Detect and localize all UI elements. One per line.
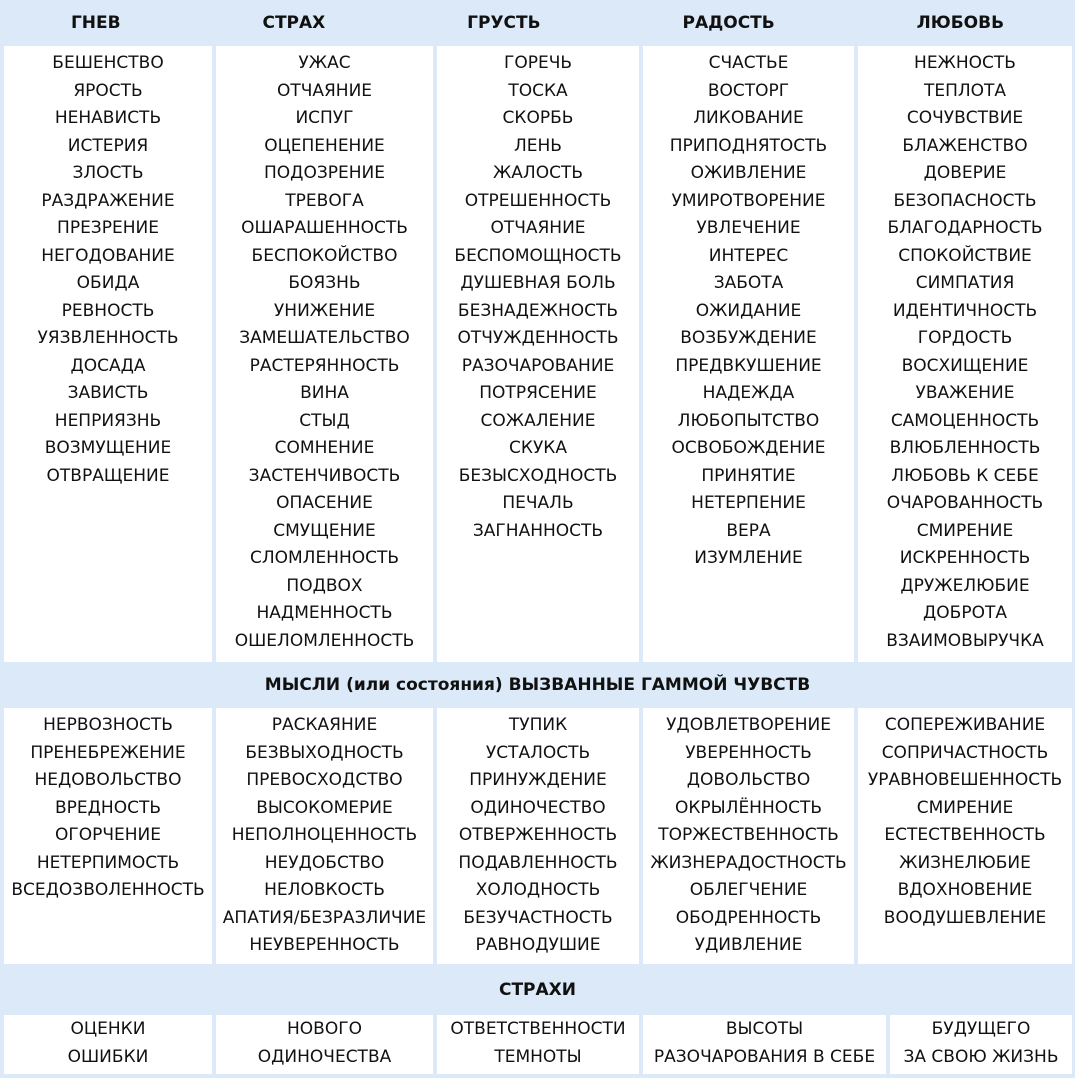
emotion-item: СКУКА — [509, 438, 567, 458]
emotion-item: СМИРЕНИЕ — [916, 520, 1014, 541]
emotion-item: ВОСХИЩЕНИЕ — [901, 355, 1029, 376]
fears-column-4 — [643, 1015, 886, 1074]
emotion-item: ПОТРЯСЕНИЕ — [479, 383, 597, 403]
emotion-item: БЕЗОПАСНОСТЬ — [893, 190, 1037, 211]
emotion-item: СТЫД — [299, 410, 350, 431]
emotion-item: ЛЮБОВЬ К СЕБЕ — [891, 465, 1039, 486]
emotion-item: ТЕПЛОТА — [923, 80, 1007, 101]
emotion-item: ЗАГНАННОСТЬ — [472, 520, 604, 541]
fears-column-5 — [890, 1015, 1072, 1074]
emotion-item: БОЯЗНЬ — [288, 273, 361, 293]
emotion-item: ДУШЕВНАЯ БОЛЬ — [460, 273, 616, 293]
emotion-item: ОШАРАШЕННОСТЬ — [241, 218, 408, 238]
thought-item: АПАТИЯ/БЕЗРАЗЛИЧИЕ — [222, 907, 427, 928]
thought-item: БЕЗУЧАСТНОСТЬ — [463, 907, 613, 928]
emotion-item: ВЛЮБЛЕННОСТЬ — [889, 438, 1041, 458]
emotion-item: ИДЕНТИЧНОСТЬ — [892, 300, 1038, 321]
thought-item: ВЫСОКОМЕРИЕ — [256, 797, 393, 818]
thought-item: ПРЕВОСХОДСТВО — [246, 770, 403, 790]
emotion-item: БЕЗЫСХОДНОСТЬ — [458, 465, 618, 486]
thought-item: ЕСТЕСТВЕННОСТЬ — [884, 825, 1046, 845]
thought-item: ОБЛЕГЧЕНИЕ — [689, 880, 808, 900]
emotion-item: ГОРЕЧЬ — [503, 53, 573, 73]
emotion-item: СОМНЕНИЕ — [274, 438, 375, 458]
emotion-item: ОТЧАЯНИЕ — [490, 218, 586, 238]
emotion-item: ОЖИВЛЕНИЕ — [690, 163, 807, 183]
emotion-item: ЯРОСТЬ — [73, 80, 143, 101]
emotion-item: ТОСКА — [508, 80, 568, 101]
thought-item: ТУПИК — [508, 715, 568, 735]
thoughts-column-joy — [643, 708, 854, 964]
thought-item: ОГОРЧЕНИЕ — [54, 825, 162, 845]
thought-item: ВРЕДНОСТЬ — [54, 797, 162, 818]
emotion-item: ЛИКОВАНИЕ — [693, 108, 804, 128]
emotion-item: НАДЕЖДА — [702, 383, 795, 403]
thought-item: ЖИЗНЕЛЮБИЕ — [899, 852, 1031, 873]
emotion-item: ОТРЕШЕННОСТЬ — [464, 190, 612, 211]
fears-column-3 — [437, 1015, 639, 1074]
emotion-item: ОБИДА — [76, 273, 140, 293]
emotion-item: ЗАСТЕНЧИВОСТЬ — [248, 465, 401, 486]
emotion-item: ПЕЧАЛЬ — [502, 493, 574, 513]
thought-item: ОКРЫЛЁННОСТЬ — [674, 797, 823, 818]
emotion-item: СОЧУВСТВИЕ — [906, 108, 1024, 128]
fear-item: ОШИБКИ — [67, 1046, 149, 1067]
emotion-item: БЕЗНАДЕЖНОСТЬ — [457, 300, 619, 321]
thoughts-section-header — [0, 662, 1075, 708]
emotion-item: УМИРОТВОРЕНИЕ — [671, 190, 826, 211]
emotion-item: ОШЕЛОМЛЕННОСТЬ — [234, 630, 415, 651]
thoughts-column-fear — [216, 708, 433, 964]
emotion-item: УЯЗВЛЕННОСТЬ — [37, 328, 179, 348]
emotion-item: ЗАМЕШАТЕЛЬСТВО — [239, 328, 410, 348]
emotion-item: НЕПРИЯЗНЬ — [54, 410, 162, 431]
emotion-item: НАДМЕННОСТЬ — [256, 603, 393, 623]
thought-item: НЕПОЛНОЦЕННОСТЬ — [231, 825, 418, 845]
thought-item: УСТАЛОСТЬ — [485, 742, 591, 763]
emotion-item: ОТЧАЯНИЕ — [276, 80, 373, 101]
emotion-item: ВЕРА — [726, 520, 771, 541]
emotion-item: ОТЧУЖДЕННОСТЬ — [457, 328, 619, 348]
column-love — [858, 46, 1072, 662]
thought-item: РАСКАЯНИЕ — [271, 715, 378, 735]
thought-item: СОПРИЧАСТНОСТЬ — [881, 742, 1049, 763]
emotion-item: СЛОМЛЕННОСТЬ — [249, 548, 400, 568]
emotion-item: ЛЮБОПЫТСТВО — [677, 410, 820, 431]
emotion-item: ДРУЖЕЛЮБИЕ — [900, 575, 1030, 596]
emotion-item: ПРИПОДНЯТОСТЬ — [669, 135, 828, 156]
header-sadness: ГРУСТЬ — [467, 13, 541, 33]
thought-item: ВСЕДОЗВОЛЕННОСТЬ — [11, 880, 205, 900]
emotion-item: НЕНАВИСТЬ — [54, 108, 162, 128]
fear-item: ВЫСОТЫ — [725, 1019, 804, 1039]
emotion-item: ВОСТОРГ — [707, 80, 790, 101]
column-fear — [216, 46, 433, 662]
thought-item: ОДИНОЧЕСТВО — [470, 797, 606, 818]
emotion-item: ПРЕДВКУШЕНИЕ — [675, 355, 822, 376]
fear-item: ОДИНОЧЕСТВА — [257, 1046, 392, 1067]
emotion-item: БЛАГОДАРНОСТЬ — [887, 218, 1043, 238]
emotion-item: БЛАЖЕНСТВО — [902, 135, 1028, 156]
emotion-item: РАЗДРАЖЕНИЕ — [41, 190, 175, 211]
fear-item: НОВОГО — [287, 1019, 362, 1039]
emotion-item: СКОРБЬ — [502, 108, 574, 128]
emotion-item: ОСВОБОЖДЕНИЕ — [671, 438, 826, 458]
emotion-item: ЗАВИСТЬ — [67, 383, 149, 403]
thoughts-section-title: МЫСЛИ (или состояния) ВЫЗВАННЫЕ ГАММОЙ ЧУВСТВ — [264, 675, 811, 695]
emotion-item: ОЦЕПЕНЕНИЕ — [264, 135, 385, 156]
thought-item: ХОЛОДНОСТЬ — [475, 880, 601, 900]
emotion-item: НЕЖНОСТЬ — [914, 53, 1016, 73]
header-fear: СТРАХ — [262, 13, 326, 33]
emotion-columns — [4, 46, 1072, 662]
fear-item: ЗА СВОЮ ЖИЗНЬ — [903, 1046, 1059, 1067]
emotion-item: БЕСПОКОЙСТВО — [251, 245, 398, 266]
fear-columns — [4, 1015, 1072, 1074]
emotion-item: ОПАСЕНИЕ — [276, 493, 373, 513]
emotion-item: ВОЗБУЖДЕНИЕ — [680, 328, 817, 348]
fear-item: ОТВЕТСТВЕННОСТИ — [450, 1019, 626, 1039]
thought-item: НЕРВОЗНОСТЬ — [43, 715, 173, 735]
fears-section-header — [0, 964, 1075, 1015]
emotion-item: НЕТЕРПЕНИЕ — [691, 493, 806, 513]
emotion-item: СИМПАТИЯ — [915, 273, 1015, 293]
emotion-item: ВЗАИМОВЫРУЧКА — [886, 630, 1044, 651]
thought-item: РАВНОДУШИЕ — [475, 935, 601, 955]
thought-item: БЕЗВЫХОДНОСТЬ — [245, 742, 404, 763]
thought-item: СМИРЕНИЕ — [916, 797, 1014, 818]
emotion-item: ЛЕНЬ — [514, 135, 562, 156]
emotion-item: ИСКРЕННОСТЬ — [899, 548, 1031, 568]
thought-item: ПРЕНЕБРЕЖЕНИЕ — [30, 742, 186, 763]
thought-item: НЕУДОБСТВО — [264, 852, 385, 873]
emotion-item: НЕГОДОВАНИЕ — [41, 245, 175, 266]
emotion-item: ВИНА — [300, 383, 349, 403]
emotion-item: ДОБРОТА — [923, 603, 1007, 623]
header-anger: ГНЕВ — [70, 13, 121, 33]
thought-columns — [4, 708, 1072, 964]
column-sadness — [437, 46, 639, 662]
thoughts-column-sadness — [437, 708, 639, 964]
emotion-item: СПОКОЙСТВИЕ — [898, 245, 1032, 266]
thought-item: НЕУВЕРЕННОСТЬ — [249, 935, 400, 955]
emotion-item: ПОДОЗРЕНИЕ — [264, 163, 385, 183]
thought-item: ОТВЕРЖЕННОСТЬ — [458, 825, 618, 845]
fear-item: БУДУЩЕГО — [931, 1019, 1031, 1039]
emotion-item: СОЖАЛЕНИЕ — [480, 410, 596, 431]
emotion-item: ОТВРАЩЕНИЕ — [46, 465, 170, 486]
emotion-item: ГОРДОСТЬ — [917, 328, 1013, 348]
emotion-item: ДОВЕРИЕ — [923, 163, 1007, 183]
fear-item: ОЦЕНКИ — [70, 1019, 146, 1039]
emotion-item: САМОЦЕННОСТЬ — [890, 410, 1040, 431]
thoughts-column-anger — [4, 708, 212, 964]
column-joy — [643, 46, 854, 662]
emotion-item: ИСПУГ — [295, 108, 354, 128]
thought-item: УДОВЛЕТВОРЕНИЕ — [666, 715, 831, 735]
fears-section-title: СТРАХИ — [498, 979, 577, 1000]
fears-column-1 — [4, 1015, 212, 1074]
header-joy: РАДОСТЬ — [682, 13, 775, 33]
thought-item: НЕТЕРПИМОСТЬ — [36, 852, 180, 873]
thought-item: НЕЛОВКОСТЬ — [264, 880, 385, 900]
emotion-item: РАЗОЧАРОВАНИЕ — [461, 355, 615, 376]
fear-item: РАЗОЧАРОВАНИЯ В СЕБЕ — [653, 1046, 876, 1067]
emotion-item: ОЧАРОВАННОСТЬ — [886, 493, 1044, 513]
emotion-item: ИЗУМЛЕНИЕ — [694, 548, 803, 568]
emotion-item: ВОЗМУЩЕНИЕ — [44, 438, 172, 458]
emotion-item: ПРИНЯТИЕ — [701, 465, 796, 486]
thought-item: ВООДУШЕВЛЕНИЕ — [883, 907, 1047, 928]
emotion-item: УНИЖЕНИЕ — [273, 300, 376, 321]
emotion-item: ПОДВОХ — [286, 575, 363, 596]
emotion-item: БЕШЕНСТВО — [52, 53, 164, 73]
emotion-item: ДОСАДА — [70, 355, 146, 376]
emotion-item: СЧАСТЬЕ — [708, 53, 789, 73]
thought-item: НЕДОВОЛЬСТВО — [34, 770, 182, 790]
thought-item: УДИВЛЕНИЕ — [694, 935, 803, 955]
thought-item: УВЕРЕННОСТЬ — [685, 742, 812, 763]
emotion-item: ОЖИДАНИЕ — [695, 300, 802, 321]
header-love: ЛЮБОВЬ — [916, 13, 1005, 33]
thought-item: ЖИЗНЕРАДОСТНОСТЬ — [650, 852, 847, 873]
thought-item: ТОРЖЕСТВЕННОСТЬ — [658, 825, 839, 845]
emotion-item: БЕСПОМОЩНОСТЬ — [454, 245, 622, 266]
emotion-item: УВЛЕЧЕНИЕ — [696, 218, 801, 238]
emotion-item: ЗАБОТА — [713, 273, 784, 293]
thought-item: ПОДАВЛЕННОСТЬ — [458, 852, 618, 873]
emotion-item: УВАЖЕНИЕ — [915, 383, 1015, 403]
fear-item: ТЕМНОТЫ — [494, 1046, 582, 1067]
thought-item: ДОВОЛЬСТВО — [686, 770, 811, 790]
emotion-item: РЕВНОСТЬ — [61, 300, 155, 321]
emotion-item: РАСТЕРЯННОСТЬ — [249, 355, 400, 376]
thoughts-column-love — [858, 708, 1072, 964]
emotion-item: ЖАЛОСТЬ — [492, 163, 584, 183]
emotion-item: ПРЕЗРЕНИЕ — [57, 218, 159, 238]
emotion-item: СМУЩЕНИЕ — [273, 520, 376, 541]
fears-column-2 — [216, 1015, 433, 1074]
emotion-item: УЖАС — [298, 53, 351, 73]
thought-item: ПРИНУЖДЕНИЕ — [469, 770, 607, 790]
emotion-item: ЗЛОСТЬ — [72, 163, 144, 183]
emotion-header-row — [0, 0, 1075, 46]
thought-item: ВДОХНОВЕНИЕ — [897, 880, 1033, 900]
thought-item: ОБОДРЕННОСТЬ — [675, 907, 822, 928]
column-anger — [4, 46, 212, 662]
emotion-item: ИСТЕРИЯ — [67, 135, 149, 156]
thought-item: СОПЕРЕЖИВАНИЕ — [884, 715, 1046, 735]
thought-item: УРАВНОВЕШЕННОСТЬ — [867, 770, 1063, 790]
emotion-item: ИНТЕРЕС — [708, 245, 789, 266]
emotion-item: ТРЕВОГА — [285, 190, 364, 211]
